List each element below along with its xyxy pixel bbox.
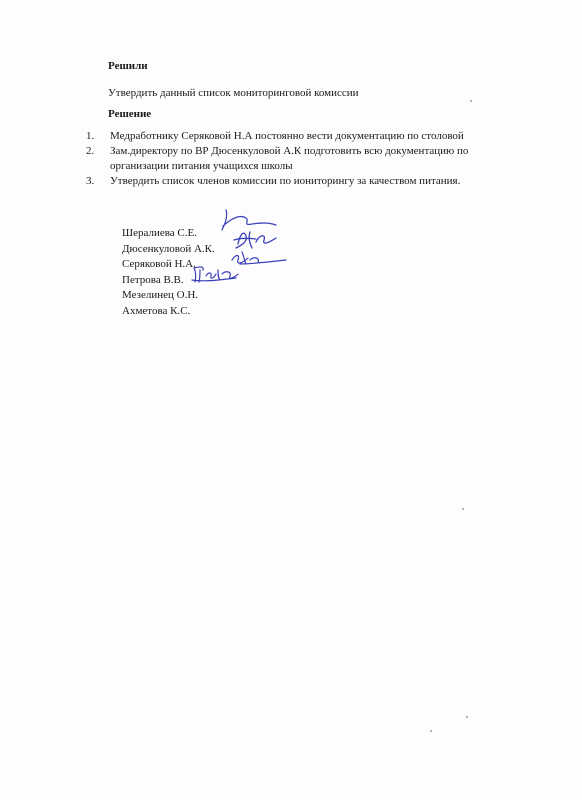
decision-item-1 [86,129,526,144]
decision-item-text-continued: организации питания учащихся школы [110,160,293,172]
heading-decision: Решение [108,108,152,120]
resolved-text: Утвердить данный список мониторинговой комиссии [108,87,359,99]
decision-item-number: 3. [86,175,95,187]
scan-speck [466,716,468,718]
scan-speck [430,730,432,732]
signer-name: Мезелинец О.Н. [122,289,199,302]
signer-name: Петрова В.В. [122,273,184,286]
decision-item-text: Утвердить список членов комиссии по иониторингу за качеством питания. [110,175,461,187]
decision-item-number: 2. [86,145,95,157]
signer-name: Ахметова К.С. [122,304,191,317]
scan-speck [470,100,472,102]
heading-resolved: Решили [108,60,148,72]
decision-item-text: Зам.директору по ВР Дюсенкуловой А.К подготовить всю документацию по [110,145,469,157]
decision-item-number: 1. [86,130,95,142]
signer-name: Дюсенкуловой А.К. [122,242,215,255]
signer-name: Серяковой Н.А. [122,258,196,271]
signer-name: Шералиева С.Е. [122,227,197,239]
scan-speck [462,508,464,510]
signature-petrova [186,262,246,286]
decision-item-2 [86,144,526,174]
decision-item-text: Медработнику Серяковой Н.А постоянно вести документацию по столовой [110,130,464,142]
decision-list [86,129,526,189]
decision-item-3 [86,174,526,189]
